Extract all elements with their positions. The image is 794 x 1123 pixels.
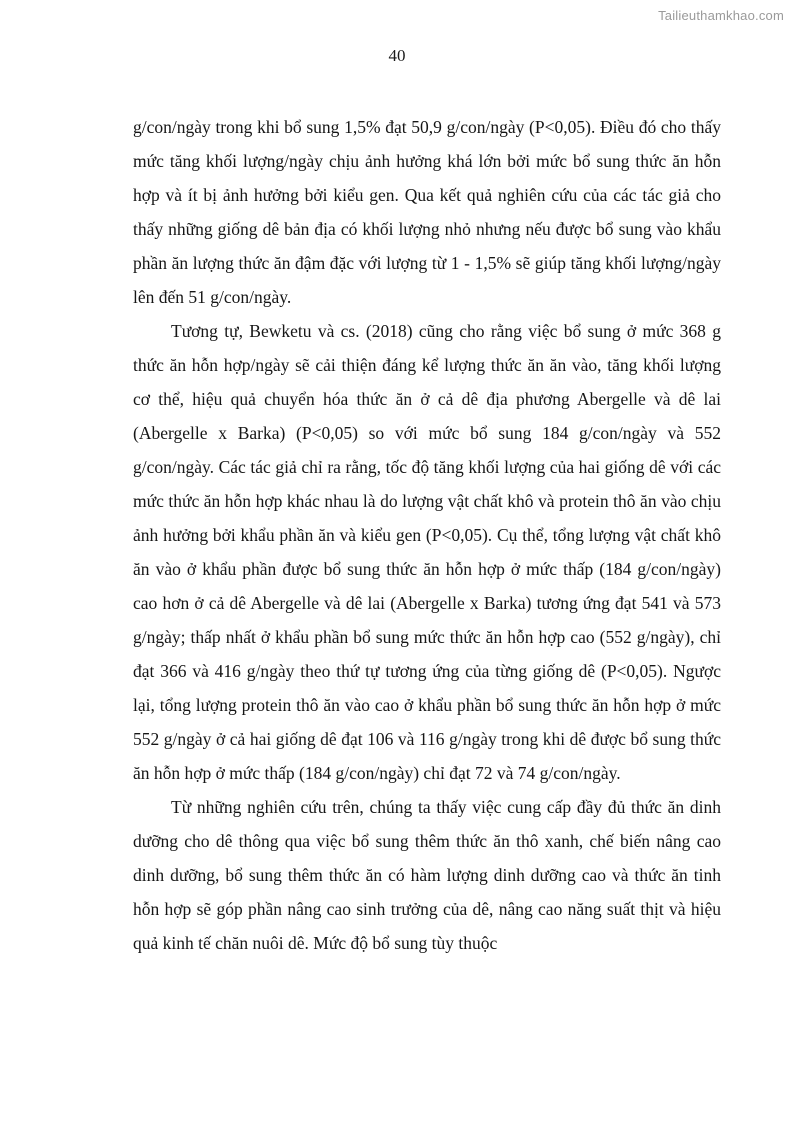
paragraph: Tương tự, Bewketu và cs. (2018) cũng cho rằng việc bổ sung ở mức 368 g thức ăn hỗn hợp/ngày sẽ cải thiện đáng kể lượng thức ăn ăn vào, tăng khối lượng cơ thể, hiệu quả chuyển hóa thức ăn ở cả dê địa phương Abergelle và dê lai (Abergelle x Barka) (P<0,05) so với mức bổ sung 184 g/con/ngày và 552 g/con/ngày. Các tác giả chỉ ra rằng, tốc độ tăng khối lượng của hai giống dê với các mức thức ăn hỗn hợp khác nhau là do lượng vật chất khô và protein thô ăn vào chịu ảnh hưởng bởi khẩu phần ăn và kiểu gen (P<0,05). Cụ thể, tổng lượng vật chất khô ăn vào ở khẩu phần được bổ sung thức ăn hỗn hợp ở mức thấp (184 g/con/ngày) cao hơn ở cả dê Abergelle và dê lai (Abergelle x Barka) tương ứng đạt 541 và 573 g/ngày; thấp nhất ở khẩu phần bổ sung mức thức ăn hỗn hợp cao (552 g/ngày), chỉ đạt 366 và 416 g/ngày theo thứ tự tương ứng của từng giống dê (P<0,05). Ngược lại, tổng lượng protein thô ăn vào cao ở khẩu phần bổ sung thức ăn hỗn hợp ở mức 552 g/ngày ở cả hai giống dê đạt 106 và 116 g/ngày trong khi dê được bổ sung thức ăn hỗn hợp ở mức thấp (184 g/con/ngày) chỉ đạt 72 và 74 g/con/ngày. — [133, 321, 721, 783]
page-number: 40 — [388, 46, 406, 65]
paragraph: Từ những nghiên cứu trên, chúng ta thấy việc cung cấp đầy đủ thức ăn dinh dưỡng cho dê thông qua việc bổ sung thêm thức ăn thô xanh, chế biến nâng cao dinh dưỡng, bổ sung thêm thức ăn có hàm lượng dinh dưỡng cao và thức ăn tinh hỗn hợp sẽ góp phần nâng cao sinh trưởng của dê, nâng cao năng suất thịt và hiệu quả kinh tế chăn nuôi dê. Mức độ bổ sung tùy thuộc — [133, 797, 721, 953]
watermark-text: Tailieuthamkhao.com — [658, 8, 784, 23]
paragraph: g/con/ngày trong khi bổ sung 1,5% đạt 50,9 g/con/ngày (P<0,05). Điều đó cho thấy mức tăng khối lượng/ngày chịu ảnh hưởng khá lớn bởi mức bổ sung thức ăn hỗn hợp và ít bị ảnh hưởng bởi kiểu gen. Qua kết quả nghiên cứu của các tác giả cho thấy những giống dê bản địa có khối lượng nhỏ nhưng nếu được bổ sung vào khẩu phần ăn lượng thức ăn đậm đặc với lượng từ 1 - 1,5% sẽ giúp tăng khối lượng/ngày lên đến 51 g/con/ngày. — [133, 117, 721, 307]
document-body — [133, 110, 721, 960]
